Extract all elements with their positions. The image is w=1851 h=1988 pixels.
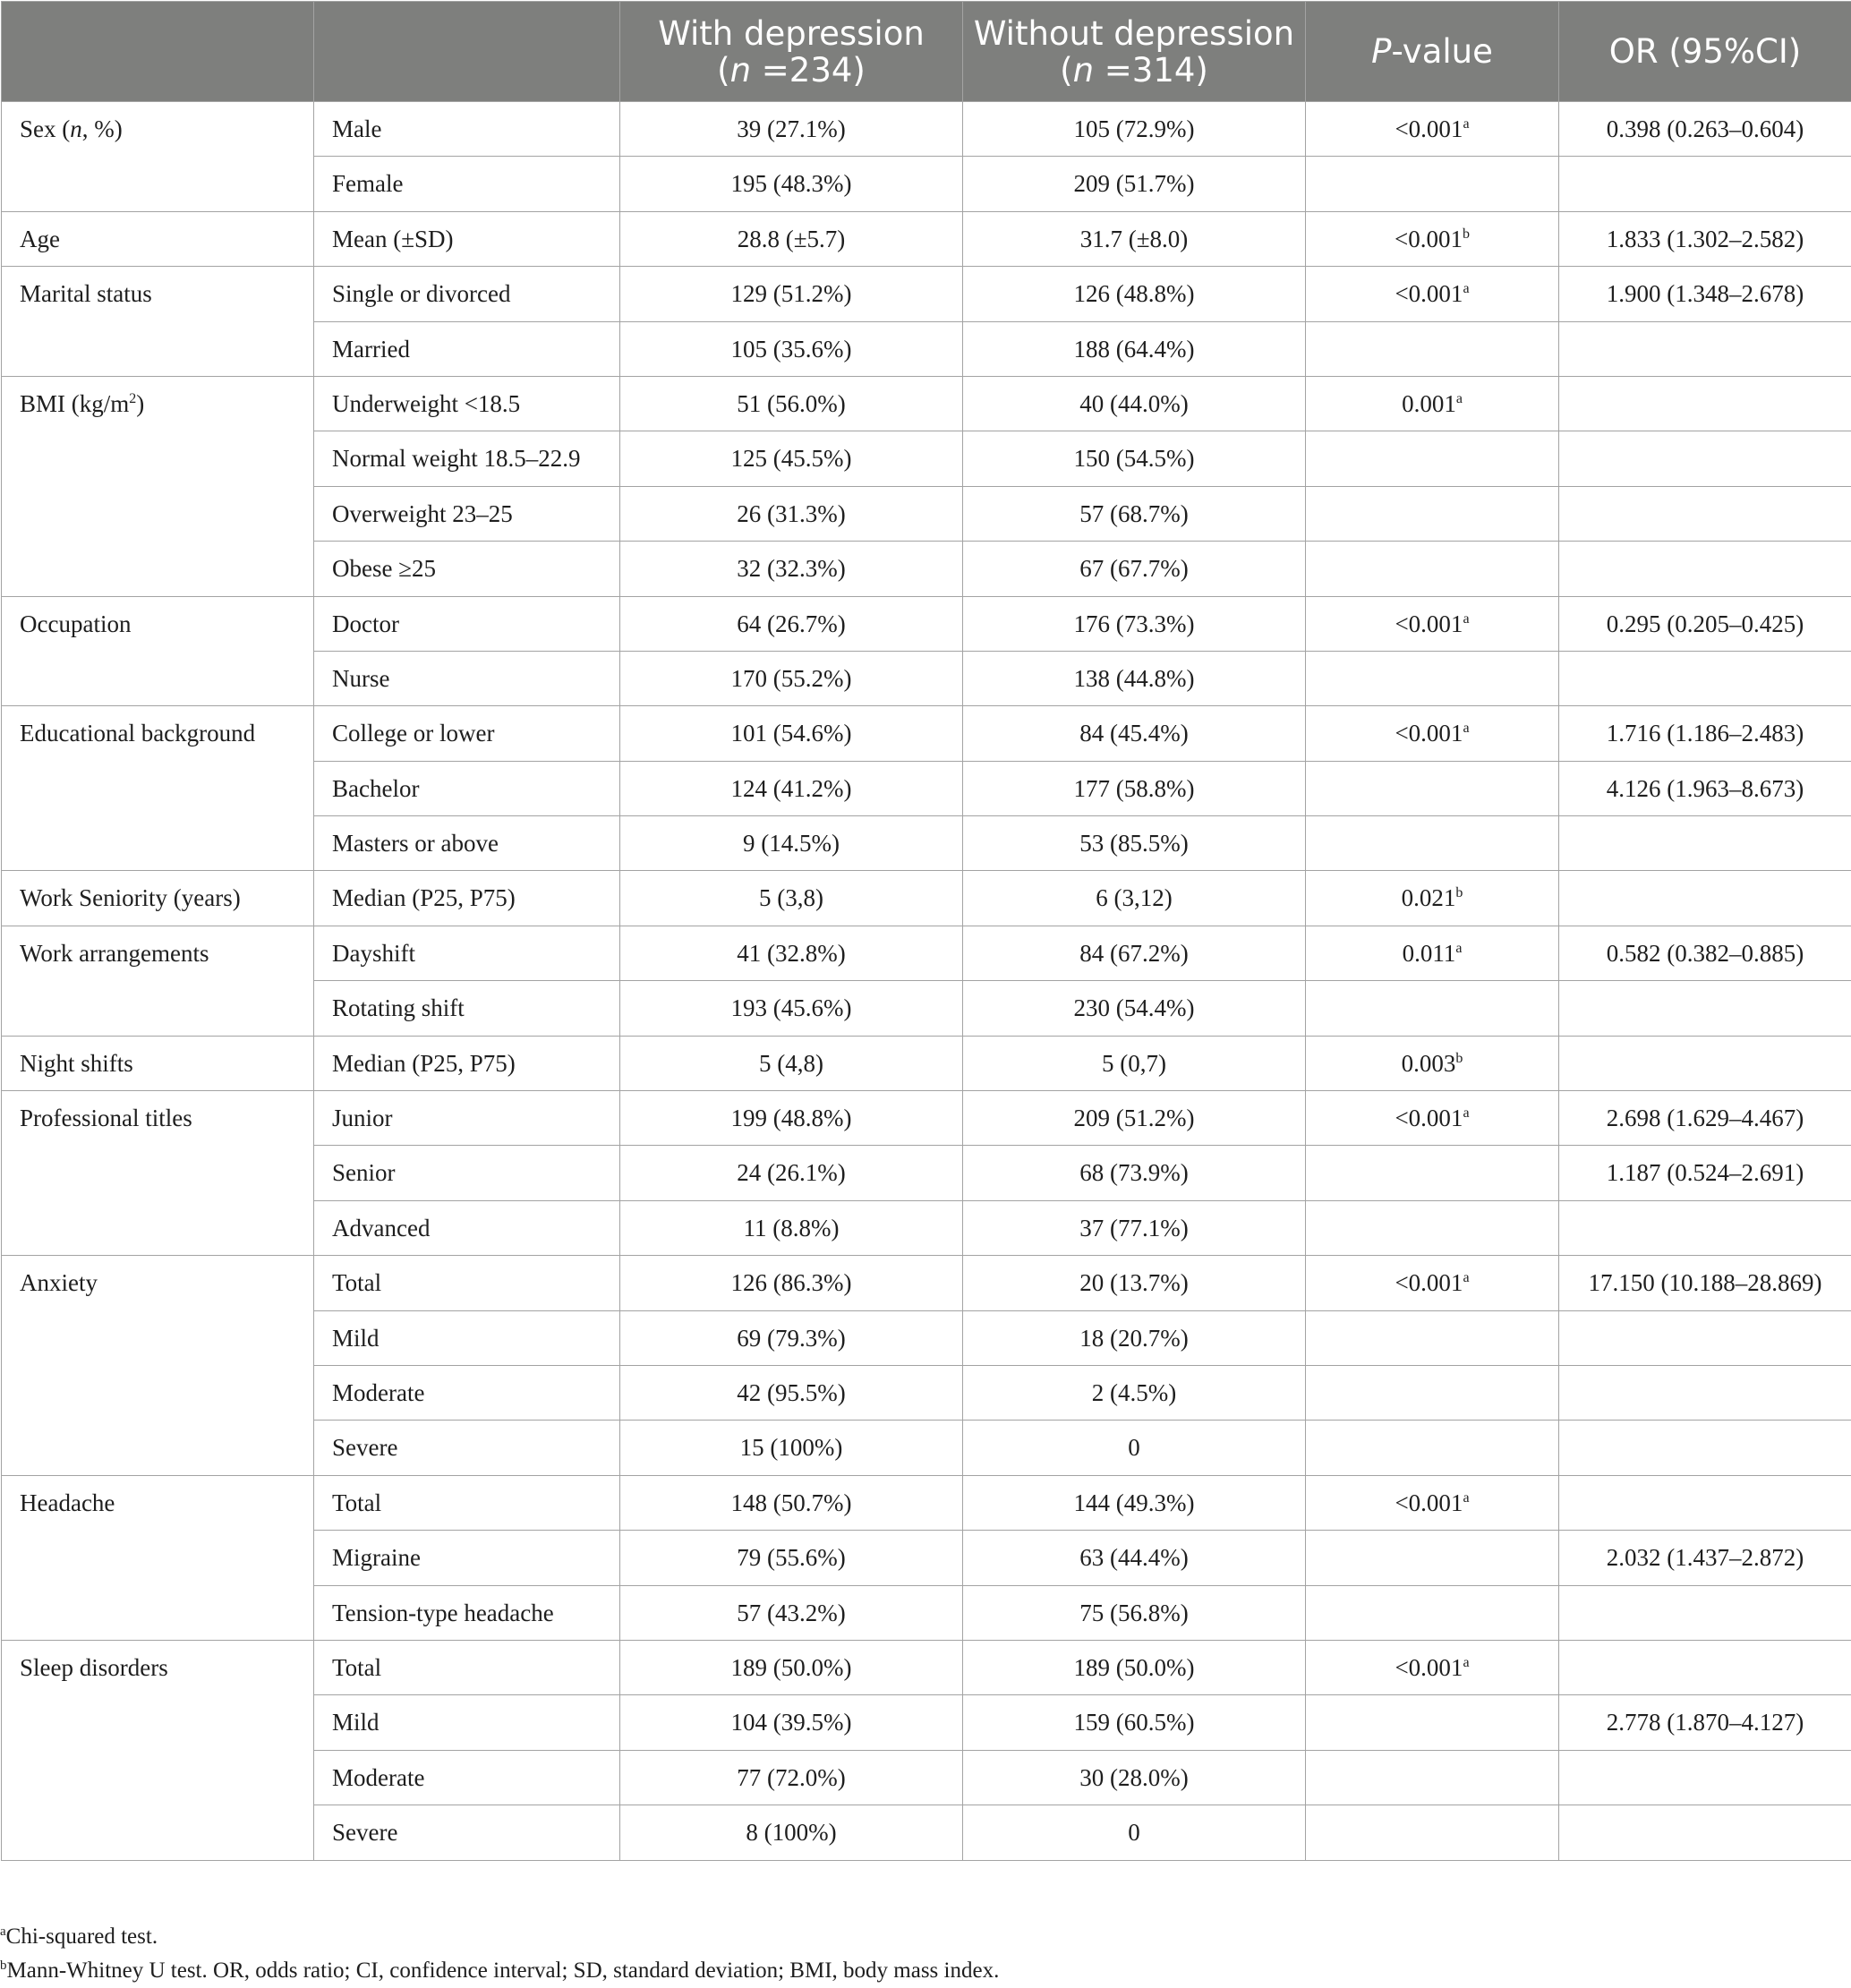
odds-ratio-cell: 4.126 (1.963–8.673): [1559, 761, 1851, 815]
without-depression-cell: 75 (56.8%): [963, 1585, 1306, 1640]
subcategory-cell: Dayshift: [314, 926, 620, 980]
without-depression-cell: 0: [963, 1805, 1306, 1860]
p-value-cell: [1306, 761, 1559, 815]
footnote-text: Chi-squared test.: [6, 1924, 158, 1949]
table-row: [2, 1475, 1851, 1530]
p-value-cell: [1306, 1585, 1559, 1640]
table-row: [2, 376, 1851, 431]
with-depression-cell: 148 (50.7%): [620, 1475, 963, 1530]
odds-ratio-cell: [1559, 1310, 1851, 1365]
subcategory-cell: Median (P25, P75): [314, 871, 620, 926]
without-depression-cell: 188 (64.4%): [963, 321, 1306, 376]
with-depression-cell: 193 (45.6%): [620, 981, 963, 1036]
p-value-test-marker: a: [1463, 1270, 1469, 1285]
footnote-marker: a: [0, 1924, 6, 1939]
odds-ratio-cell: [1559, 816, 1851, 871]
with-depression-cell: 101 (54.6%): [620, 706, 963, 761]
odds-ratio-cell: [1559, 651, 1851, 705]
p-value-cell: [1306, 542, 1559, 596]
subcategory-cell: Bachelor: [314, 761, 620, 815]
p-value-cell: [1306, 981, 1559, 1036]
p-value-cell: [1306, 1036, 1559, 1090]
without-depression-cell: 31.7 (±8.0): [963, 211, 1306, 266]
without-depression-cell: 84 (67.2%): [963, 926, 1306, 980]
without-depression-cell: 138 (44.8%): [963, 651, 1306, 705]
p-value: 0.011: [1403, 940, 1456, 967]
p-value: <0.001: [1395, 1654, 1463, 1681]
p-value-test-marker: a: [1463, 281, 1469, 296]
p-value-cell: [1306, 376, 1559, 431]
without-depression-cell: 176 (73.3%): [963, 596, 1306, 651]
p-value-cell: [1306, 321, 1559, 376]
without-depression-cell: 230 (54.4%): [963, 981, 1306, 1036]
p-value-cell: [1306, 706, 1559, 761]
results-table: [1, 1, 1851, 1861]
category-label: Professional titles: [2, 1091, 314, 1256]
subcategory-cell: Junior: [314, 1091, 620, 1146]
with-depression-cell: 79 (55.6%): [620, 1531, 963, 1585]
p-value: <0.001: [1395, 115, 1463, 142]
odds-ratio-cell: 0.398 (0.263–0.604): [1559, 102, 1851, 157]
category-label: Work Seniority (years): [2, 871, 314, 926]
header-without-depression-label: Without depression: [968, 15, 1300, 52]
category-label-post: ): [136, 390, 144, 417]
header-with-depression-n: (n =234): [626, 52, 957, 89]
subcategory-cell: Male: [314, 102, 620, 157]
without-depression-cell: 57 (68.7%): [963, 486, 1306, 541]
p-rest: -value: [1391, 32, 1492, 71]
p-value-test-marker: a: [1463, 611, 1469, 627]
with-depression-cell: 15 (100%): [620, 1421, 963, 1475]
p-value-cell: [1306, 1365, 1559, 1420]
p-value: 0.021: [1402, 884, 1456, 911]
subcategory-cell: Single or divorced: [314, 267, 620, 321]
with-depression-cell: 24 (26.1%): [620, 1146, 963, 1200]
header-category: [2, 2, 314, 102]
p-value: <0.001: [1395, 226, 1463, 252]
table-row: [2, 102, 1851, 157]
with-depression-cell: 64 (26.7%): [620, 596, 963, 651]
subcategory-cell: Mild: [314, 1695, 620, 1750]
without-depression-cell: 6 (3,12): [963, 871, 1306, 926]
category-label-pre: Sex (: [20, 115, 70, 142]
odds-ratio-cell: [1559, 1750, 1851, 1805]
with-depression-cell: 39 (27.1%): [620, 102, 963, 157]
category-label: [2, 376, 314, 596]
footnote: [0, 1954, 999, 1988]
table-row: [2, 1091, 1851, 1146]
odds-ratio-cell: 1.833 (1.302–2.582): [1559, 211, 1851, 266]
without-depression-cell: 144 (49.3%): [963, 1475, 1306, 1530]
odds-ratio-cell: 0.295 (0.205–0.425): [1559, 596, 1851, 651]
without-depression-cell: 84 (45.4%): [963, 706, 1306, 761]
odds-ratio-cell: [1559, 871, 1851, 926]
p-value-cell: [1306, 1200, 1559, 1255]
subcategory-cell: Moderate: [314, 1750, 620, 1805]
without-depression-cell: 2 (4.5%): [963, 1365, 1306, 1420]
subcategory-cell: Married: [314, 321, 620, 376]
with-depression-cell: 26 (31.3%): [620, 486, 963, 541]
category-label: Educational background: [2, 706, 314, 871]
without-depression-cell: 209 (51.2%): [963, 1091, 1306, 1146]
p-value: 0.001: [1402, 390, 1456, 417]
category-label-pre: BMI (kg/m: [20, 390, 129, 417]
header-odds-ratio: OR (95%CI): [1559, 2, 1851, 102]
with-depression-cell: 105 (35.6%): [620, 321, 963, 376]
subcategory-cell: Masters or above: [314, 816, 620, 871]
p-value-test-marker: a: [1463, 721, 1469, 736]
header-row: [2, 2, 1851, 102]
with-depression-cell: 189 (50.0%): [620, 1640, 963, 1694]
n-italic: n: [730, 51, 751, 90]
odds-ratio-cell: [1559, 1200, 1851, 1255]
p-value-cell: [1306, 596, 1559, 651]
subcategory-cell: Rotating shift: [314, 981, 620, 1036]
with-depression-cell: 5 (4,8): [620, 1036, 963, 1090]
with-depression-cell: 41 (32.8%): [620, 926, 963, 980]
odds-ratio-cell: 1.187 (0.524–2.691): [1559, 1146, 1851, 1200]
subcategory-cell: Nurse: [314, 651, 620, 705]
subcategory-cell: Advanced: [314, 1200, 620, 1255]
p-value-test-marker: a: [1455, 941, 1462, 956]
category-label: Night shifts: [2, 1036, 314, 1090]
subcategory-cell: Total: [314, 1256, 620, 1310]
p-value: 0.003: [1402, 1050, 1456, 1077]
without-depression-cell: 189 (50.0%): [963, 1640, 1306, 1694]
without-depression-cell: 20 (13.7%): [963, 1256, 1306, 1310]
p-value-cell: [1306, 651, 1559, 705]
header-p-value: [1306, 2, 1559, 102]
without-depression-cell: 0: [963, 1421, 1306, 1475]
with-depression-cell: 125 (45.5%): [620, 431, 963, 486]
odds-ratio-cell: [1559, 1805, 1851, 1860]
table-row: [2, 1256, 1851, 1310]
odds-ratio-cell: 2.698 (1.629–4.467): [1559, 1091, 1851, 1146]
odds-ratio-cell: 2.032 (1.437–2.872): [1559, 1531, 1851, 1585]
subcategory-cell: Severe: [314, 1421, 620, 1475]
p-value: <0.001: [1395, 1269, 1463, 1296]
subcategory-cell: Mean (±SD): [314, 211, 620, 266]
subcategory-cell: Median (P25, P75): [314, 1036, 620, 1090]
odds-ratio-cell: [1559, 486, 1851, 541]
table-row: [2, 871, 1851, 926]
p-value-cell: [1306, 486, 1559, 541]
without-depression-cell: 177 (58.8%): [963, 761, 1306, 815]
odds-ratio-cell: [1559, 1365, 1851, 1420]
subcategory-cell: Underweight <18.5: [314, 376, 620, 431]
category-label: Sleep disorders: [2, 1640, 314, 1860]
with-depression-cell: 5 (3,8): [620, 871, 963, 926]
n-value: =234): [751, 51, 866, 90]
with-depression-cell: 32 (32.3%): [620, 542, 963, 596]
p-value: <0.001: [1395, 280, 1463, 307]
subcategory-cell: Obese ≥25: [314, 542, 620, 596]
without-depression-cell: 105 (72.9%): [963, 102, 1306, 157]
odds-ratio-cell: [1559, 431, 1851, 486]
without-depression-cell: 67 (67.7%): [963, 542, 1306, 596]
p-value-cell: [1306, 1750, 1559, 1805]
without-depression-cell: 150 (54.5%): [963, 431, 1306, 486]
category-label-italic: n: [70, 115, 82, 142]
p-value-cell: [1306, 1421, 1559, 1475]
p-value-cell: [1306, 1640, 1559, 1694]
odds-ratio-cell: [1559, 981, 1851, 1036]
without-depression-cell: 18 (20.7%): [963, 1310, 1306, 1365]
p-value-test-marker: a: [1456, 391, 1463, 406]
p-value-test-marker: a: [1463, 1105, 1469, 1121]
odds-ratio-cell: [1559, 1475, 1851, 1530]
odds-ratio-cell: [1559, 542, 1851, 596]
with-depression-cell: 11 (8.8%): [620, 1200, 963, 1255]
p-value-cell: [1306, 926, 1559, 980]
odds-ratio-cell: 1.900 (1.348–2.678): [1559, 267, 1851, 321]
p-value-cell: [1306, 157, 1559, 211]
without-depression-cell: 126 (48.8%): [963, 267, 1306, 321]
header-with-depression-label: With depression: [626, 15, 957, 52]
odds-ratio-cell: [1559, 1585, 1851, 1640]
footnotes: [0, 1920, 999, 1988]
with-depression-cell: 28.8 (±5.7): [620, 211, 963, 266]
p-value-test-marker: b: [1463, 226, 1470, 242]
p-value-test-marker: b: [1455, 1051, 1463, 1066]
n-value: =314): [1094, 51, 1208, 90]
with-depression-cell: 69 (79.3%): [620, 1310, 963, 1365]
odds-ratio-cell: [1559, 376, 1851, 431]
with-depression-cell: 9 (14.5%): [620, 816, 963, 871]
subcategory-cell: Doctor: [314, 596, 620, 651]
p-value-cell: [1306, 1531, 1559, 1585]
with-depression-cell: 104 (39.5%): [620, 1695, 963, 1750]
without-depression-cell: 68 (73.9%): [963, 1146, 1306, 1200]
subcategory-cell: Total: [314, 1475, 620, 1530]
table-row: [2, 706, 1851, 761]
subcategory-cell: Moderate: [314, 1365, 620, 1420]
with-depression-cell: 199 (48.8%): [620, 1091, 963, 1146]
odds-ratio-cell: [1559, 1036, 1851, 1090]
odds-ratio-cell: 0.582 (0.382–0.885): [1559, 926, 1851, 980]
odds-ratio-cell: [1559, 321, 1851, 376]
p-value-cell: [1306, 211, 1559, 266]
odds-ratio-cell: [1559, 1421, 1851, 1475]
p-value: <0.001: [1395, 1105, 1463, 1131]
with-depression-cell: 195 (48.3%): [620, 157, 963, 211]
p-value-cell: [1306, 431, 1559, 486]
p-italic: P: [1371, 32, 1391, 71]
subcategory-cell: Tension-type headache: [314, 1585, 620, 1640]
table-row: [2, 267, 1851, 321]
subcategory-cell: Senior: [314, 1146, 620, 1200]
subcategory-cell: Migraine: [314, 1531, 620, 1585]
with-depression-cell: 77 (72.0%): [620, 1750, 963, 1805]
table-row: [2, 1036, 1851, 1090]
header-without-depression-n: (n =314): [968, 52, 1300, 89]
without-depression-cell: 63 (44.4%): [963, 1531, 1306, 1585]
with-depression-cell: 170 (55.2%): [620, 651, 963, 705]
category-label: Age: [2, 211, 314, 266]
subcategory-cell: College or lower: [314, 706, 620, 761]
without-depression-cell: 53 (85.5%): [963, 816, 1306, 871]
p-value-cell: [1306, 102, 1559, 157]
table-row: [2, 211, 1851, 266]
with-depression-cell: 129 (51.2%): [620, 267, 963, 321]
footnote-marker: b: [0, 1958, 7, 1973]
header-with-depression: [620, 2, 963, 102]
with-depression-cell: 51 (56.0%): [620, 376, 963, 431]
p-value-cell: [1306, 267, 1559, 321]
odds-ratio-cell: [1559, 1640, 1851, 1694]
p-value: <0.001: [1395, 1489, 1463, 1516]
without-depression-cell: 209 (51.7%): [963, 157, 1306, 211]
without-depression-cell: 40 (44.0%): [963, 376, 1306, 431]
subcategory-cell: Female: [314, 157, 620, 211]
p-value-cell: [1306, 1310, 1559, 1365]
category-label: Work arrangements: [2, 926, 314, 1036]
p-value-test-marker: a: [1463, 1655, 1469, 1670]
footnote: [0, 1920, 999, 1954]
odds-ratio-cell: [1559, 157, 1851, 211]
p-value-cell: [1306, 1475, 1559, 1530]
p-value-cell: [1306, 1146, 1559, 1200]
table-body: [2, 102, 1851, 1861]
with-depression-cell: 126 (86.3%): [620, 1256, 963, 1310]
p-value-test-marker: b: [1455, 885, 1463, 900]
category-label: Headache: [2, 1475, 314, 1640]
p-value-cell: [1306, 816, 1559, 871]
p-value: <0.001: [1395, 610, 1463, 637]
without-depression-cell: 159 (60.5%): [963, 1695, 1306, 1750]
category-label-superscript: 2: [129, 391, 136, 406]
p-value-cell: [1306, 1695, 1559, 1750]
with-depression-cell: 8 (100%): [620, 1805, 963, 1860]
p-value-test-marker: a: [1463, 116, 1469, 132]
category-label: [2, 102, 314, 212]
p-value-cell: [1306, 1091, 1559, 1146]
odds-ratio-cell: 1.716 (1.186–2.483): [1559, 706, 1851, 761]
without-depression-cell: 5 (0,7): [963, 1036, 1306, 1090]
subcategory-cell: Mild: [314, 1310, 620, 1365]
with-depression-cell: 124 (41.2%): [620, 761, 963, 815]
table-row: [2, 596, 1851, 651]
without-depression-cell: 30 (28.0%): [963, 1750, 1306, 1805]
with-depression-cell: 42 (95.5%): [620, 1365, 963, 1420]
category-label-post: , %): [82, 115, 123, 142]
table-row: [2, 926, 1851, 980]
with-depression-cell: 57 (43.2%): [620, 1585, 963, 1640]
table-row: [2, 1640, 1851, 1694]
category-label: Occupation: [2, 596, 314, 706]
subcategory-cell: Total: [314, 1640, 620, 1694]
table-header: [2, 2, 1851, 102]
without-depression-cell: 37 (77.1%): [963, 1200, 1306, 1255]
subcategory-cell: Normal weight 18.5–22.9: [314, 431, 620, 486]
p-value-cell: [1306, 1805, 1559, 1860]
n-italic: n: [1073, 51, 1094, 90]
footnote-text: Mann-Whitney U test. OR, odds ratio; CI, confidence interval; SD, standard deviation; BMI, body mass index.: [7, 1958, 1000, 1983]
header-subcategory: [314, 2, 620, 102]
subcategory-cell: Overweight 23–25: [314, 486, 620, 541]
p-value-test-marker: a: [1463, 1490, 1469, 1506]
p-value: <0.001: [1395, 720, 1463, 747]
p-value-cell: [1306, 1256, 1559, 1310]
category-label: Marital status: [2, 267, 314, 377]
category-label: Anxiety: [2, 1256, 314, 1476]
subcategory-cell: Severe: [314, 1805, 620, 1860]
odds-ratio-cell: 2.778 (1.870–4.127): [1559, 1695, 1851, 1750]
p-value-cell: [1306, 871, 1559, 926]
odds-ratio-cell: 17.150 (10.188–28.869): [1559, 1256, 1851, 1310]
header-without-depression: [963, 2, 1306, 102]
